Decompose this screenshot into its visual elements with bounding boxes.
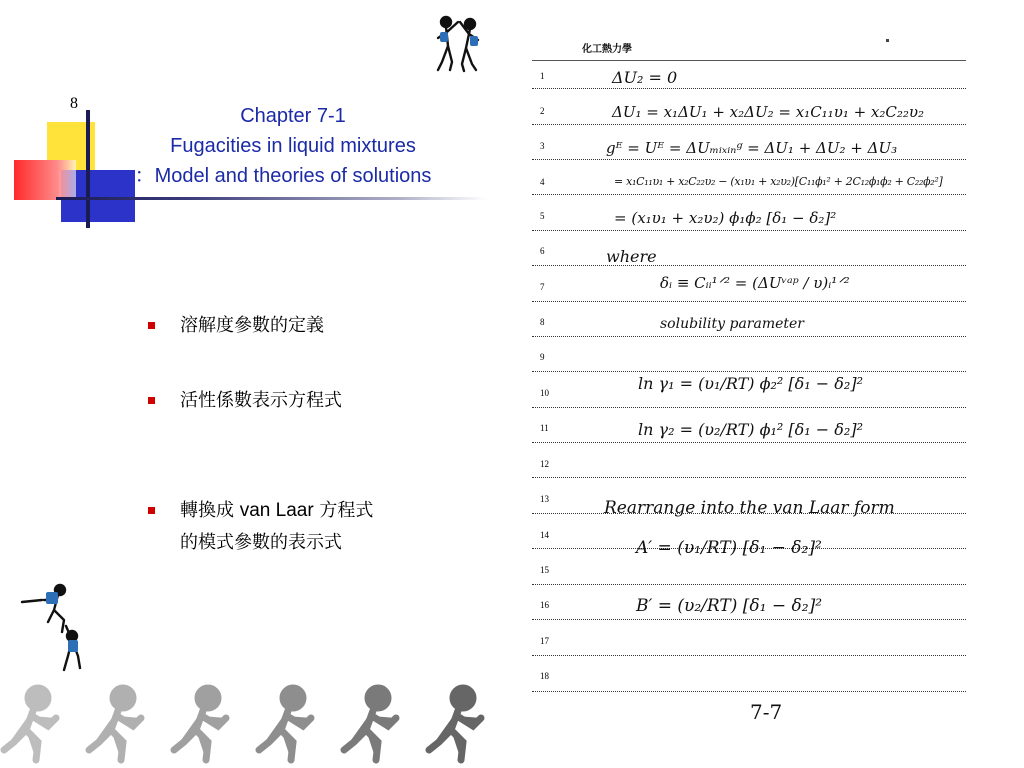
row-number: 9	[540, 352, 545, 362]
rule-line	[532, 655, 966, 656]
row-number: 12	[540, 459, 549, 469]
title-line-1: Chapter 7-1	[240, 105, 346, 127]
rule-line	[532, 194, 966, 195]
notes-top-rule	[532, 60, 966, 61]
note-line-6: where	[606, 247, 657, 266]
rule-line	[532, 124, 966, 125]
bullet-marker	[148, 322, 155, 329]
row-number: 11	[540, 423, 549, 433]
slide-title	[98, 101, 488, 191]
rule-line	[532, 265, 966, 266]
rule-line	[532, 230, 966, 231]
bullet-text: 溶解度參數的定義	[180, 315, 324, 336]
note-line-13: Rearrange into the van Laar form	[604, 498, 895, 518]
row-number: 15	[540, 565, 549, 575]
note-line-16: B′ = (υ₂/RT) [δ₁ − δ₂]²	[636, 596, 823, 616]
rule-line	[532, 407, 966, 408]
row-number: 14	[540, 530, 549, 540]
note-line-3: gᴱ = Uᴱ = ΔUₘᵢₓᵢₙᵍ = ΔU₁ + ΔU₂ + ΔU₃	[606, 139, 898, 157]
climbing-figures-icon	[18, 580, 88, 675]
rule-line	[532, 691, 966, 692]
rule-line	[532, 584, 966, 585]
note-line-2: ΔU₁ = x₁ΔU₁ + x₂ΔU₂ = x₁C₁₁υ₁ + x₂C₂₂υ₂	[612, 103, 925, 121]
slide-number: 8	[70, 95, 78, 112]
note-line-4: = x₁C₁₁υ₁ + x₂C₂₂υ₂ − (x₁υ₁ + x₂υ₂)[C₁₁ϕ₁² + 2C₁₂ϕ₁ϕ₂ + C₂₂ϕ₂²]	[614, 175, 943, 188]
deco-red-block	[14, 160, 76, 200]
row-number: 13	[540, 494, 549, 504]
note-line-14: A′ = (υ₁/RT) [δ₁ − δ₂]²	[636, 538, 822, 558]
note-line-8: solubility parameter	[660, 316, 804, 332]
bullet-text: 轉換成 van Laar 方程式 的模式參數的表示式	[180, 500, 374, 553]
title-underline	[56, 197, 486, 200]
bullet-text: 活性係數表示方程式	[180, 390, 342, 411]
row-number: 10	[540, 388, 549, 398]
notes-header: 化工熱力學	[582, 44, 632, 55]
bullet-marker	[148, 507, 155, 514]
notes-dot	[886, 39, 889, 42]
bullet-marker	[148, 397, 155, 404]
row-number: 1	[540, 71, 545, 81]
note-line-11: ln γ₂ = (υ₂/RT) ϕ₁² [δ₁ − δ₂]²	[638, 420, 863, 439]
walking-figures-row-icon	[0, 686, 500, 766]
rule-line	[532, 88, 966, 89]
rule-line	[532, 301, 966, 302]
row-number: 6	[540, 246, 545, 256]
row-number: 2	[540, 106, 545, 116]
rule-line	[532, 442, 966, 443]
note-line-7: δᵢ ≡ Cᵢᵢ¹ᐟ² = (ΔUᵛᵃᵖ / υ)ᵢ¹ᐟ²	[660, 274, 850, 292]
row-number: 3	[540, 141, 545, 151]
row-number: 7	[540, 282, 545, 292]
row-number: 17	[540, 636, 549, 646]
note-line-1: ΔU₂ = 0	[612, 68, 678, 87]
note-line-5: = (x₁υ₁ + x₂υ₂) ϕ₁ϕ₂ [δ₁ − δ₂]²	[614, 209, 837, 227]
row-number: 8	[540, 317, 545, 327]
rule-line	[532, 619, 966, 620]
row-number: 16	[540, 600, 549, 610]
row-number: 5	[540, 211, 545, 221]
rule-line	[532, 371, 966, 372]
note-line-10: ln γ₁ = (υ₁/RT) ϕ₂² [δ₁ − δ₂]²	[638, 374, 863, 393]
title-line-2: Fugacities in liquid mixtures	[170, 135, 416, 157]
handwritten-notes-page	[510, 18, 1010, 753]
rule-line	[532, 336, 966, 337]
rule-line	[532, 477, 966, 478]
row-number: 4	[540, 177, 545, 187]
row-number: 18	[540, 671, 549, 681]
high-five-figures-icon	[432, 14, 484, 74]
rule-line	[532, 159, 966, 160]
notes-page-number: 7-7	[750, 700, 783, 724]
title-line-3: ：Model and theories of solutions	[134, 165, 432, 187]
